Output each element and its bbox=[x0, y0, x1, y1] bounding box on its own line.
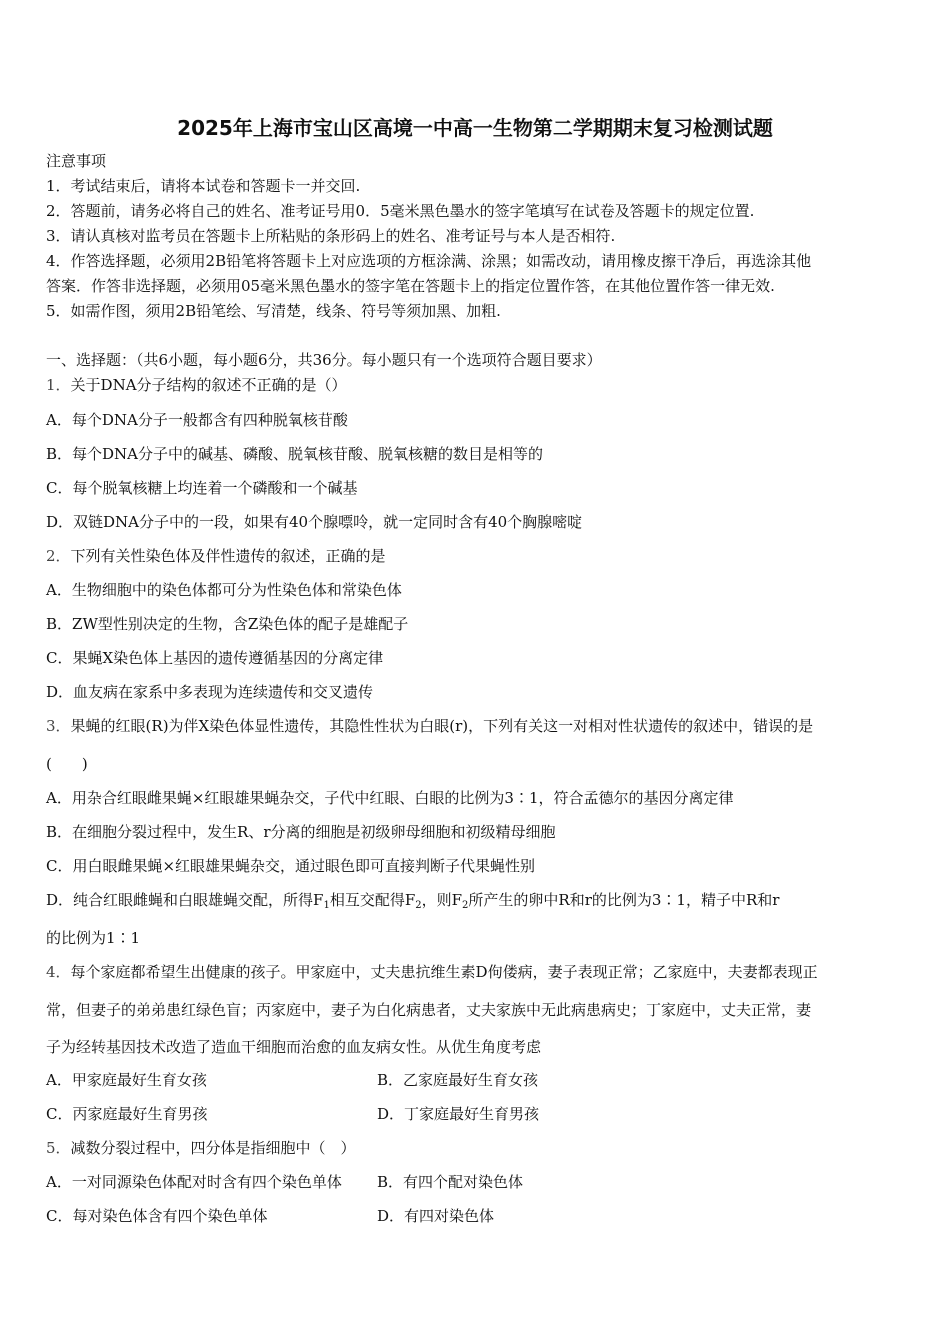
exam-title: 2025年上海市宝山区高境一中高一生物第二学期期末复习检测试题 bbox=[177, 116, 773, 140]
question-stem: 下列有关性染色体及伴性遗传的叙述，正确的是 bbox=[70, 547, 386, 565]
q3-option-a: A．用杂合红眼雌果蝇×红眼雄果蝇杂交，子代中红眼、白眼的比例为3∶1，符合孟德尔的基因分离定律 bbox=[46, 789, 734, 807]
q3-d-part4: 所产生的卵中R和r的比例为3∶1，精子中R和r bbox=[468, 891, 780, 909]
q4-option-a: A．甲家庭最好生育女孩 bbox=[46, 1071, 207, 1089]
section-heading: 一、选择题：（共6小题，每小题6分，共36分。每小题只有一个选项符合题目要求） bbox=[46, 351, 602, 369]
question-number: 4． bbox=[46, 963, 71, 981]
question-4 bbox=[46, 962, 818, 982]
question-4-line-2: 常，但妻子的弟弟患红绿色盲；丙家庭中，妻子为白化病患者，丈夫家族中无此病患病史；丁家庭中，丈夫正常，妻 bbox=[46, 1001, 812, 1019]
notice-item-1: 1．考试结束后，请将本试卷和答题卡一并交回. bbox=[46, 177, 361, 195]
question-number: 1． bbox=[46, 376, 71, 394]
q3-option-b: B．在细胞分裂过程中，发生R、r分离的细胞是初级卵母细胞和初级精母细胞 bbox=[46, 823, 556, 841]
question-stem: 每个家庭都希望生出健康的孩子。甲家庭中，丈夫患抗维生素D佝偻病，妻子表现正常；乙家庭中，夫妻都表现正 bbox=[70, 963, 818, 981]
subscript: 1 bbox=[323, 900, 330, 911]
q2-option-d: D．血友病在家系中多表现为连续遗传和交叉遗传 bbox=[46, 683, 374, 701]
q1-option-b: B．每个DNA分子中的碱基、磷酸、脱氧核苷酸、脱氧核糖的数目是相等的 bbox=[46, 445, 544, 463]
notice-item-5: 5．如需作图，须用2B铅笔绘、写清楚，线条、符号等须加黑、加粗. bbox=[46, 302, 501, 320]
q3-d-part3: ，则F bbox=[421, 891, 463, 909]
q5-option-d: D．有四对染色体 bbox=[377, 1207, 495, 1225]
q5-option-b: B．有四个配对染色体 bbox=[377, 1173, 524, 1191]
question-3 bbox=[46, 716, 813, 736]
question-number: 2． bbox=[46, 547, 71, 565]
question-number: 5． bbox=[46, 1139, 71, 1157]
question-1 bbox=[46, 375, 347, 395]
q4-option-c: C．丙家庭最好生育男孩 bbox=[46, 1105, 208, 1123]
notice-item-3: 3．请认真核对监考员在答题卡上所粘贴的条形码上的姓名、准考证号与本人是否相符. bbox=[46, 227, 616, 245]
question-stem: 减数分裂过程中，四分体是指细胞中（ ） bbox=[70, 1139, 356, 1157]
q3-option-d-cont: 的比例为1∶1 bbox=[46, 929, 141, 947]
notice-item-4: 4．作答选择题，必须用2B铅笔将答题卡上对应选项的方框涂满、涂黑；如需改动，请用橡皮擦干净后，再选涂其他 bbox=[46, 252, 812, 270]
q2-option-a: A．生物细胞中的染色体都可分为性染色体和常染色体 bbox=[46, 581, 402, 599]
q3-option-c: C．用白眼雌果蝇×红眼雄果蝇杂交，通过眼色即可直接判断子代果蝇性别 bbox=[46, 857, 536, 875]
q1-option-a: A．每个DNA分子一般都含有四种脱氧核苷酸 bbox=[46, 411, 348, 429]
q3-paren: ( ) bbox=[46, 755, 88, 773]
q1-option-c: C．每个脱氧核糖上均连着一个磷酸和一个碱基 bbox=[46, 479, 358, 497]
q4-option-b: B．乙家庭最好生育女孩 bbox=[377, 1071, 539, 1089]
subscript: 2 bbox=[462, 900, 469, 911]
question-4-line-3: 子为经转基因技术改造了造血干细胞而治愈的血友病女性。从优生角度考虑 bbox=[46, 1038, 542, 1056]
question-2 bbox=[46, 546, 386, 566]
question-stem: 关于DNA分子结构的叙述不正确的是（） bbox=[70, 376, 347, 394]
q4-option-d: D．丁家庭最好生育男孩 bbox=[377, 1105, 540, 1123]
notice-item-4-cont: 答案．作答非选择题，必须用05毫米黑色墨水的签字笔在答题卡上的指定位置作答，在其他位置作答一律无效. bbox=[46, 277, 775, 295]
notice-item-2: 2．答题前，请务必将自己的姓名、准考证号用0．5毫米黑色墨水的签字笔填写在试卷及答题卡的规定位置. bbox=[46, 202, 755, 220]
subscript: 2 bbox=[415, 900, 422, 911]
q3-option-d bbox=[46, 890, 779, 910]
question-number: 3． bbox=[46, 717, 71, 735]
q3-d-part1: D．纯合红眼雌蝇和白眼雄蝇交配，所得F bbox=[46, 891, 324, 909]
q2-option-b: B．ZW型性别决定的生物，含Z染色体的配子是雄配子 bbox=[46, 615, 409, 633]
q3-d-part2: 相互交配得F bbox=[329, 891, 416, 909]
notice-heading: 注意事项 bbox=[46, 152, 107, 170]
q5-option-c: C．每对染色体含有四个染色单体 bbox=[46, 1207, 268, 1225]
question-stem: 果蝇的红眼(R)为伴X染色体显性遗传，其隐性性状为白眼(r)，下列有关这一对相对性状遗传的叙述中，错误的是 bbox=[70, 717, 814, 735]
q2-option-c: C．果蝇X染色体上基因的遗传遵循基因的分离定律 bbox=[46, 649, 384, 667]
q5-option-a: A．一对同源染色体配对时含有四个染色单体 bbox=[46, 1173, 342, 1191]
question-5 bbox=[46, 1138, 356, 1158]
q1-option-d: D．双链DNA分子中的一段，如果有40个腺嘌呤，就一定同时含有40个胸腺嘧啶 bbox=[46, 513, 583, 531]
